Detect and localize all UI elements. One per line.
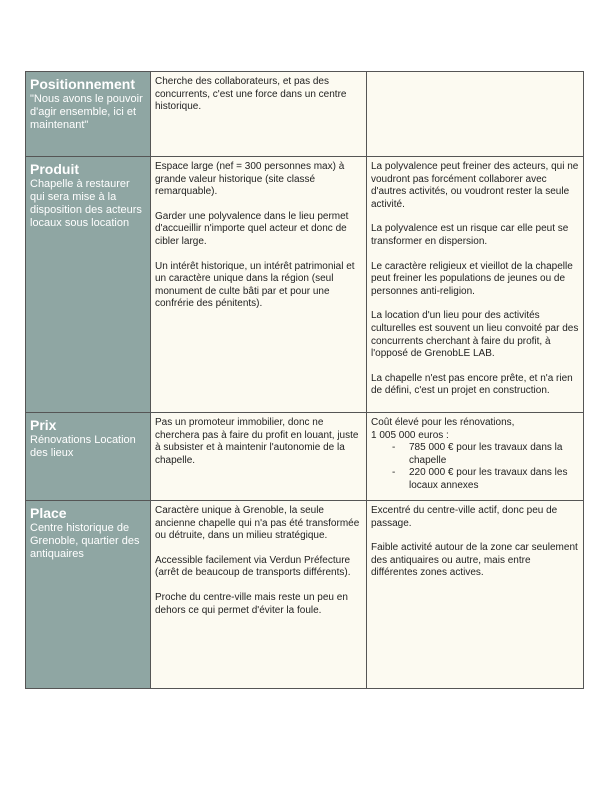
cell-paragraph: Accessible facilement via Verdun Préfecture (arrêt de beaucoup de transports différents). — [155, 554, 351, 579]
row-subtitle: Chapelle à restaurer qui sera mise à la disposition des acteurs locaux sous location — [30, 178, 142, 229]
row-title: Produit — [30, 161, 79, 177]
cell-paragraph: Coût élevé pour les rénovations, — [371, 417, 515, 428]
list-item: - 220 000 € pour les travaux dans les locaux annexes — [392, 467, 579, 492]
row-header — [26, 501, 151, 689]
row-subtitle: Centre historique de Grenoble, quartier des antiquaires — [30, 522, 140, 560]
strengths-cell — [151, 501, 367, 689]
table-row-place — [26, 501, 584, 689]
cell-paragraph: La location d'un lieu pour des activités culturelles est souvent un lieu convoité par des concurrents cherchant à faire du profit, à l'opposé de GrenobLE LAB. — [371, 310, 579, 360]
cost-list — [371, 442, 579, 492]
strengths-cell — [151, 157, 367, 413]
row-title: Prix — [30, 417, 57, 433]
cell-paragraph: La polyvalence peut freiner des acteurs, qui ne voudront pas forcément collaborer avec d'autres activités, ou voudront rester la seule activité. — [371, 161, 579, 210]
row-title: Place — [30, 505, 67, 521]
cell-paragraph: La chapelle n'est pas encore prête, et n'a rien de défini, c'est un projet en construction. — [371, 372, 573, 397]
cell-paragraph: La polyvalence est un risque car elle peut se transformer en dispersion. — [371, 223, 569, 247]
cell-paragraph: Proche du centre-ville mais reste un peu en dehors ce qui permet d'éviter la foule. — [155, 591, 348, 616]
table-row-positionnement — [26, 72, 584, 157]
row-title: Positionnement — [30, 76, 136, 92]
cell-paragraph: Caractère unique à Grenoble, la seule ancienne chapelle qui n'a pas été transformée ou détruite, dans un milieu stratégique. — [155, 505, 360, 542]
row-subtitle: "Nous avons le pouvoir d'agir ensemble, ici et maintenant" — [30, 93, 143, 131]
cell-paragraph: 1 005 000 euros : — [371, 429, 449, 441]
list-item: - 785 000 € pour les travaux dans la chapelle — [392, 442, 579, 467]
weaknesses-cell — [367, 413, 584, 501]
row-header — [26, 72, 151, 157]
cell-paragraph: Faible activité autour de la zone car seulement des antiquaires ou autre, mais entre différentes zones actives. — [371, 542, 578, 579]
weaknesses-cell — [367, 72, 584, 157]
marketing-mix-table — [25, 71, 584, 689]
table-row-produit — [26, 157, 584, 413]
cell-paragraph: Garder une polyvalence dans le lieu permet d'accueillir n'importe quel acteur et donc de cibler large. — [155, 210, 349, 247]
strengths-cell — [151, 413, 367, 501]
cell-paragraph: Pas un promoteur immobilier, donc ne cherchera pas à faire du profit en louant, juste à subsister et à maintenir l'autonomie de la chapelle. — [155, 417, 359, 466]
row-header — [26, 413, 151, 501]
row-header — [26, 157, 151, 413]
cell-paragraph: Espace large (nef = 300 personnes max) à grande valeur historique (site classé remarquable). — [155, 161, 345, 198]
weaknesses-cell — [367, 157, 584, 413]
weaknesses-cell — [367, 501, 584, 689]
row-subtitle: Rénovations Location des lieux — [30, 434, 136, 459]
cell-paragraph: Cherche des collaborateurs, et pas des concurrents, c'est une force dans un centre historique. — [155, 76, 347, 113]
cell-paragraph: Un intérêt historique, un intérêt patrimonial et un caractère unique dans la région (seul monument de culte bâti par et pour une confrérie des pénitents). — [155, 260, 355, 310]
cell-paragraph: Excentré du centre-ville actif, donc peu de passage. — [371, 505, 558, 529]
table-row-prix — [26, 413, 584, 501]
cell-paragraph: Le caractère religieux et vieillot de la chapelle peut freiner les populations de jeunes ou de personnes anti-religion. — [371, 260, 573, 297]
strengths-cell — [151, 72, 367, 157]
